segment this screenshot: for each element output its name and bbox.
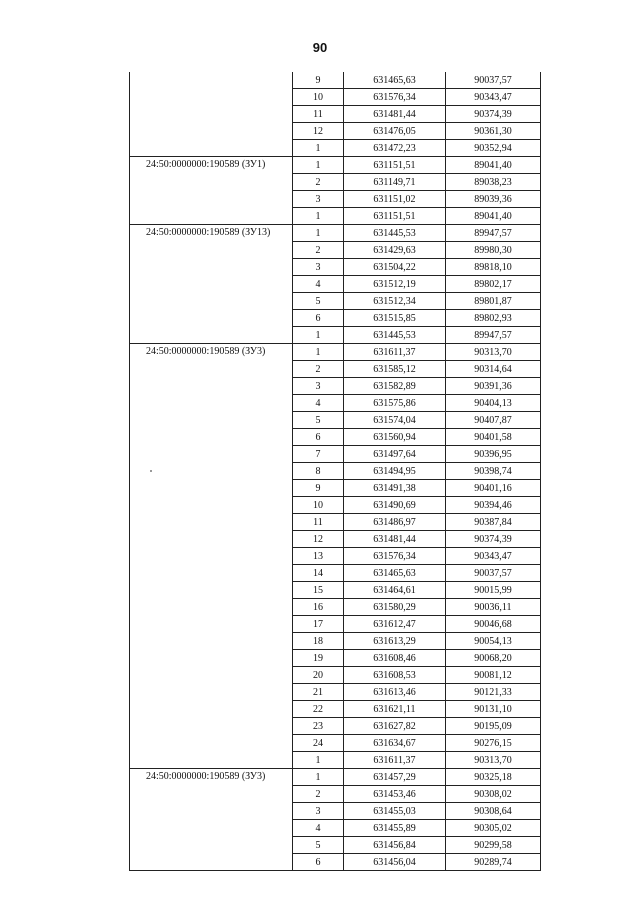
x-coordinate-cell: 631515,85 xyxy=(344,310,446,327)
x-coordinate-cell: 631486,97 xyxy=(344,514,446,531)
x-coordinate-cell: 631476,05 xyxy=(344,123,446,140)
x-coordinate-cell: 631491,38 xyxy=(344,480,446,497)
x-coordinate-cell: 631608,53 xyxy=(344,667,446,684)
point-number-cell: 18 xyxy=(293,633,344,650)
y-coordinate-cell: 90308,64 xyxy=(446,803,541,820)
y-coordinate-cell: 90401,16 xyxy=(446,480,541,497)
point-number-cell: 6 xyxy=(293,854,344,871)
x-coordinate-cell: 631429,63 xyxy=(344,242,446,259)
y-coordinate-cell: 90054,13 xyxy=(446,633,541,650)
x-coordinate-cell: 631457,29 xyxy=(344,769,446,786)
y-coordinate-cell: 90046,68 xyxy=(446,616,541,633)
point-number-cell: 2 xyxy=(293,361,344,378)
parcel-cell xyxy=(130,72,293,157)
y-coordinate-cell: 89041,40 xyxy=(446,208,541,225)
point-number-cell: 1 xyxy=(293,769,344,786)
y-coordinate-cell: 90131,10 xyxy=(446,701,541,718)
y-coordinate-cell: 90361,30 xyxy=(446,123,541,140)
point-number-cell: 3 xyxy=(293,803,344,820)
y-coordinate-cell: 90374,39 xyxy=(446,106,541,123)
y-coordinate-cell: 89947,57 xyxy=(446,327,541,344)
y-coordinate-cell: 90308,02 xyxy=(446,786,541,803)
y-coordinate-cell: 90036,11 xyxy=(446,599,541,616)
y-coordinate-cell: 90407,87 xyxy=(446,412,541,429)
table-row xyxy=(130,72,541,89)
y-coordinate-cell: 90352,94 xyxy=(446,140,541,157)
x-coordinate-cell: 631613,46 xyxy=(344,684,446,701)
x-coordinate-cell: 631445,53 xyxy=(344,327,446,344)
parcel-cell: 24:50:0000000:190589 (ЗУ13) xyxy=(130,225,293,344)
point-number-cell: 6 xyxy=(293,429,344,446)
point-number-cell: 7 xyxy=(293,446,344,463)
x-coordinate-cell: 631512,34 xyxy=(344,293,446,310)
point-number-cell: 9 xyxy=(293,72,344,89)
point-number-cell: 11 xyxy=(293,106,344,123)
x-coordinate-cell: 631465,63 xyxy=(344,565,446,582)
point-number-cell: 1 xyxy=(293,140,344,157)
y-coordinate-cell: 90313,70 xyxy=(446,752,541,769)
y-coordinate-cell: 89980,30 xyxy=(446,242,541,259)
y-coordinate-cell: 90195,09 xyxy=(446,718,541,735)
x-coordinate-cell: 631608,46 xyxy=(344,650,446,667)
y-coordinate-cell: 90398,74 xyxy=(446,463,541,480)
table-row xyxy=(130,344,541,361)
point-number-cell: 1 xyxy=(293,752,344,769)
x-coordinate-cell: 631611,37 xyxy=(344,752,446,769)
x-coordinate-cell: 631456,84 xyxy=(344,837,446,854)
x-coordinate-cell: 631627,82 xyxy=(344,718,446,735)
point-number-cell: 22 xyxy=(293,701,344,718)
x-coordinate-cell: 631576,34 xyxy=(344,89,446,106)
point-number-cell: 16 xyxy=(293,599,344,616)
y-coordinate-cell: 90396,95 xyxy=(446,446,541,463)
x-coordinate-cell: 631151,02 xyxy=(344,191,446,208)
point-number-cell: 21 xyxy=(293,684,344,701)
y-coordinate-cell: 90401,58 xyxy=(446,429,541,446)
x-coordinate-cell: 631464,61 xyxy=(344,582,446,599)
y-coordinate-cell: 89818,10 xyxy=(446,259,541,276)
page-number: 90 xyxy=(312,40,328,55)
parcel-cell: 24:50:0000000:190589 (ЗУ3) xyxy=(130,344,293,769)
point-number-cell: 1 xyxy=(293,208,344,225)
y-coordinate-cell: 90374,39 xyxy=(446,531,541,548)
point-number-cell: 3 xyxy=(293,259,344,276)
point-number-cell: 23 xyxy=(293,718,344,735)
table-row xyxy=(130,225,541,242)
y-coordinate-cell: 90305,02 xyxy=(446,820,541,837)
point-number-cell: 12 xyxy=(293,531,344,548)
point-number-cell: 24 xyxy=(293,735,344,752)
x-coordinate-cell: 631580,29 xyxy=(344,599,446,616)
y-coordinate-cell: 90394,46 xyxy=(446,497,541,514)
y-coordinate-cell: 90121,33 xyxy=(446,684,541,701)
point-number-cell: 14 xyxy=(293,565,344,582)
y-coordinate-cell: 90289,74 xyxy=(446,854,541,871)
point-number-cell: 12 xyxy=(293,123,344,140)
x-coordinate-cell: 631621,11 xyxy=(344,701,446,718)
x-coordinate-cell: 631497,64 xyxy=(344,446,446,463)
y-coordinate-cell: 90037,57 xyxy=(446,72,541,89)
y-coordinate-cell: 90299,58 xyxy=(446,837,541,854)
x-coordinate-cell: 631465,63 xyxy=(344,72,446,89)
point-number-cell: 11 xyxy=(293,514,344,531)
y-coordinate-cell: 90314,64 xyxy=(446,361,541,378)
y-coordinate-cell: 89038,23 xyxy=(446,174,541,191)
y-coordinate-cell: 90343,47 xyxy=(446,89,541,106)
x-coordinate-cell: 631481,44 xyxy=(344,531,446,548)
point-number-cell: 17 xyxy=(293,616,344,633)
point-number-cell: 3 xyxy=(293,378,344,395)
x-coordinate-cell: 631574,04 xyxy=(344,412,446,429)
point-number-cell: 19 xyxy=(293,650,344,667)
x-coordinate-cell: 631611,37 xyxy=(344,344,446,361)
y-coordinate-cell: 90068,20 xyxy=(446,650,541,667)
x-coordinate-cell: 631582,89 xyxy=(344,378,446,395)
x-coordinate-cell: 631575,86 xyxy=(344,395,446,412)
y-coordinate-cell: 90343,47 xyxy=(446,548,541,565)
x-coordinate-cell: 631453,46 xyxy=(344,786,446,803)
x-coordinate-cell: 631456,04 xyxy=(344,854,446,871)
x-coordinate-cell: 631151,51 xyxy=(344,208,446,225)
point-number-cell: 20 xyxy=(293,667,344,684)
x-coordinate-cell: 631576,34 xyxy=(344,548,446,565)
point-number-cell: 2 xyxy=(293,242,344,259)
x-coordinate-cell: 631585,12 xyxy=(344,361,446,378)
point-number-cell: 15 xyxy=(293,582,344,599)
point-number-cell: 3 xyxy=(293,191,344,208)
point-number-cell: 13 xyxy=(293,548,344,565)
table-row xyxy=(130,769,541,786)
point-number-cell: 1 xyxy=(293,344,344,361)
y-coordinate-cell: 90391,36 xyxy=(446,378,541,395)
point-number-cell: 9 xyxy=(293,480,344,497)
point-number-cell: 4 xyxy=(293,395,344,412)
parcel-cell: 24:50:0000000:190589 (ЗУ1) xyxy=(130,157,293,225)
x-coordinate-cell: 631481,44 xyxy=(344,106,446,123)
point-number-cell: 5 xyxy=(293,837,344,854)
x-coordinate-cell: 631151,51 xyxy=(344,157,446,174)
point-number-cell: 10 xyxy=(293,89,344,106)
point-number-cell: 4 xyxy=(293,276,344,293)
point-number-cell: 1 xyxy=(293,327,344,344)
y-coordinate-cell: 89802,17 xyxy=(446,276,541,293)
point-number-cell: 6 xyxy=(293,310,344,327)
point-number-cell: 2 xyxy=(293,174,344,191)
x-coordinate-cell: 631445,53 xyxy=(344,225,446,242)
point-number-cell: 4 xyxy=(293,820,344,837)
x-coordinate-cell: 631455,89 xyxy=(344,820,446,837)
y-coordinate-cell: 90037,57 xyxy=(446,565,541,582)
point-number-cell: 8 xyxy=(293,463,344,480)
x-coordinate-cell: 631455,03 xyxy=(344,803,446,820)
point-number-cell: 1 xyxy=(293,157,344,174)
y-coordinate-cell: 89041,40 xyxy=(446,157,541,174)
x-coordinate-cell: 631494,95 xyxy=(344,463,446,480)
parcel-cell: 24:50:0000000:190589 (ЗУ3) xyxy=(130,769,293,871)
y-coordinate-cell: 90081,12 xyxy=(446,667,541,684)
point-number-cell: 5 xyxy=(293,412,344,429)
point-number-cell: 10 xyxy=(293,497,344,514)
x-coordinate-cell: 631613,29 xyxy=(344,633,446,650)
y-coordinate-cell: 89801,87 xyxy=(446,293,541,310)
point-number-cell: 2 xyxy=(293,786,344,803)
y-coordinate-cell: 89039,36 xyxy=(446,191,541,208)
y-coordinate-cell: 90015,99 xyxy=(446,582,541,599)
x-coordinate-cell: 631490,69 xyxy=(344,497,446,514)
x-coordinate-cell: 631512,19 xyxy=(344,276,446,293)
y-coordinate-cell: 90325,18 xyxy=(446,769,541,786)
point-number-cell: 1 xyxy=(293,225,344,242)
y-coordinate-cell: 90387,84 xyxy=(446,514,541,531)
point-number-cell: 5 xyxy=(293,293,344,310)
coordinates-table xyxy=(129,72,541,871)
scan-mark xyxy=(150,470,152,472)
y-coordinate-cell: 90313,70 xyxy=(446,344,541,361)
y-coordinate-cell: 90276,15 xyxy=(446,735,541,752)
x-coordinate-cell: 631149,71 xyxy=(344,174,446,191)
x-coordinate-cell: 631612,47 xyxy=(344,616,446,633)
y-coordinate-cell: 90404,13 xyxy=(446,395,541,412)
y-coordinate-cell: 89947,57 xyxy=(446,225,541,242)
x-coordinate-cell: 631472,23 xyxy=(344,140,446,157)
coordinates-table-body xyxy=(130,72,541,871)
x-coordinate-cell: 631634,67 xyxy=(344,735,446,752)
y-coordinate-cell: 89802,93 xyxy=(446,310,541,327)
table-row xyxy=(130,157,541,174)
x-coordinate-cell: 631504,22 xyxy=(344,259,446,276)
x-coordinate-cell: 631560,94 xyxy=(344,429,446,446)
